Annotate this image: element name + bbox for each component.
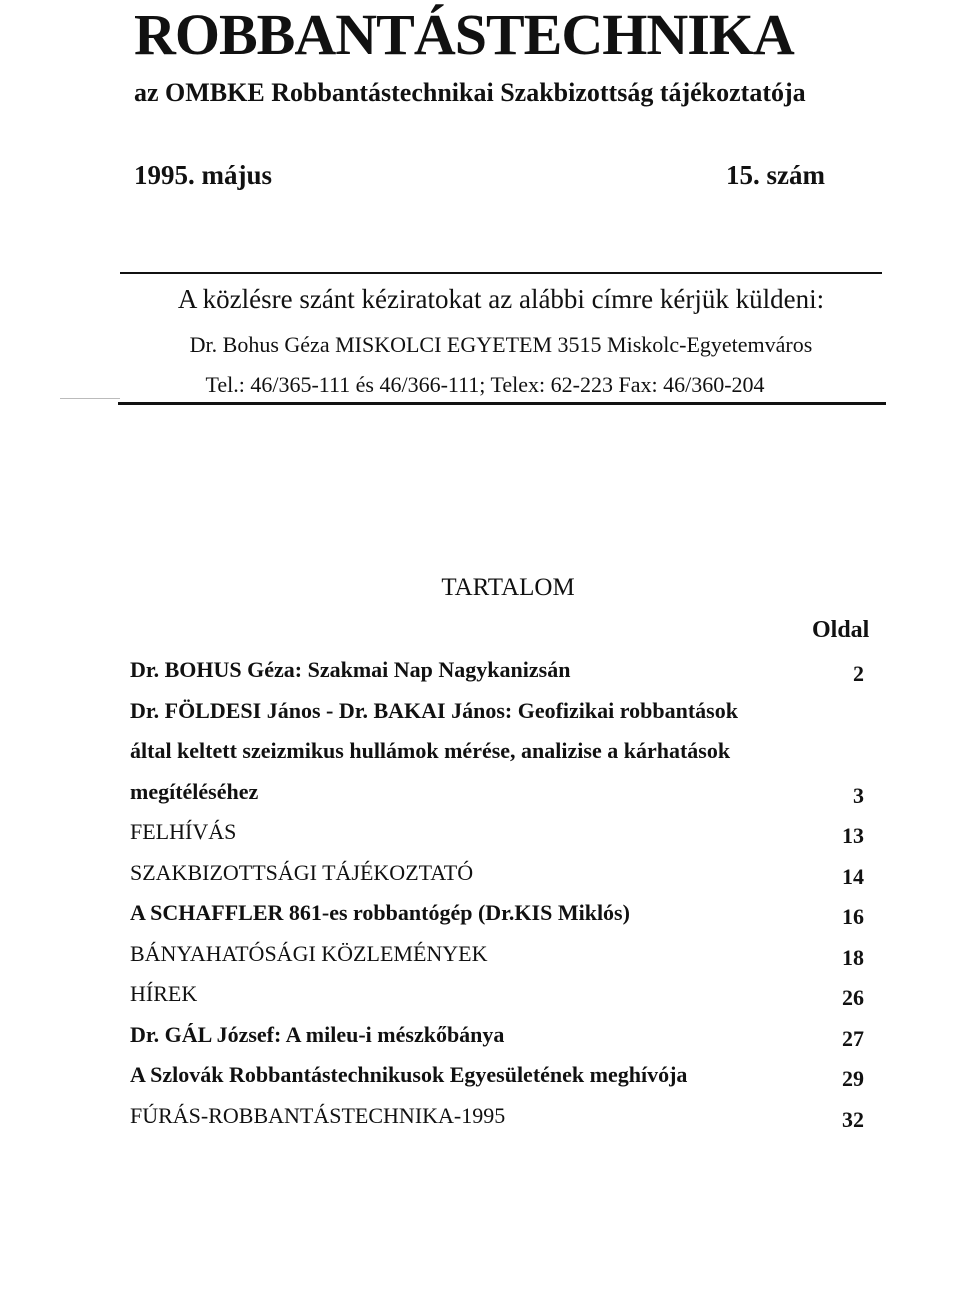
toc-entry-page: 32 (842, 1106, 864, 1132)
toc-entry-text: SZAKBIZOTTSÁGI TÁJÉKOZTATÓ (130, 859, 474, 885)
newsletter-subtitle: az OMBKE Robbantástechnikai Szakbizottság tájékoztatója (134, 78, 806, 107)
contact-address: Dr. Bohus Géza MISKOLCI EGYETEM 3515 Miskolc-Egyetemváros (189, 332, 813, 357)
toc-entry-page: 14 (842, 863, 864, 889)
toc-entry-page: 3 (853, 782, 864, 808)
toc-entry-text: BÁNYAHATÓSÁGI KÖZLEMÉNYEK (130, 940, 488, 966)
toc-heading: TARTALOM (441, 574, 575, 601)
contact-bottom-rule (118, 402, 886, 405)
toc-entry (130, 812, 870, 853)
toc-entry-page: 13 (842, 823, 864, 848)
toc-entry-text: Dr. BOHUS Géza: Szakmai Nap Nagykanizsán (130, 657, 571, 682)
toc-entry-page: 18 (842, 944, 864, 970)
toc-entry-page: 16 (842, 904, 864, 929)
contact-phone: Tel.: 46/365-111 és 46/366-111; Telex: 62-223 Fax: 46/360-204 (205, 372, 765, 397)
toc-entry-text: által keltett szeizmikus hullámok mérése, analizise a kárhatások (130, 738, 731, 763)
toc-entry-text: Dr. FÖLDESI János - Dr. BAKAI János: Geofizikai robbantások (130, 697, 738, 723)
toc-entry-text: FELHÍVÁS (130, 819, 237, 844)
toc-entry-text: megítéléséhez (130, 778, 259, 804)
toc-entry (130, 1096, 870, 1137)
toc-entry (130, 893, 870, 934)
issue-date: 1995. május (134, 160, 273, 190)
issue-number: 15. szám (726, 160, 825, 190)
toc-entry (130, 934, 870, 975)
toc-page-column-label: Oldal (812, 617, 870, 643)
toc-entry (130, 650, 870, 691)
contact-top-rule (120, 272, 882, 274)
toc-entry-page: 27 (842, 1025, 864, 1051)
toc-entry-text: A SCHAFFLER 861-es robbantógép (Dr.KIS Miklós) (130, 900, 630, 925)
toc-entry (130, 1055, 870, 1096)
toc-entry-page: 2 (853, 661, 864, 686)
toc-entry (130, 691, 870, 813)
toc-list (130, 650, 870, 1136)
toc-entry (130, 974, 870, 1015)
toc-entry-text: FÚRÁS-ROBBANTÁSTECHNIKA-1995 (130, 1102, 506, 1128)
contact-bottom-rule-faint (60, 398, 120, 399)
toc-entry-page: 26 (842, 985, 864, 1010)
newsletter-title: ROBBANTÁSTECHNIKA (134, 2, 794, 67)
contact-intro: A közlésre szánt kéziratokat az alábbi címre kérjük küldeni: (177, 284, 825, 314)
toc-entry-page: 29 (842, 1066, 864, 1091)
toc-entry (130, 1015, 870, 1056)
toc-entry (130, 853, 870, 894)
toc-entry-text: HÍREK (130, 981, 198, 1006)
toc-entry-text: Dr. GÁL József: A mileu-i mészkőbánya (130, 1021, 505, 1047)
toc-entry-text: A Szlovák Robbantástechnikusok Egyesületének meghívója (130, 1062, 688, 1087)
